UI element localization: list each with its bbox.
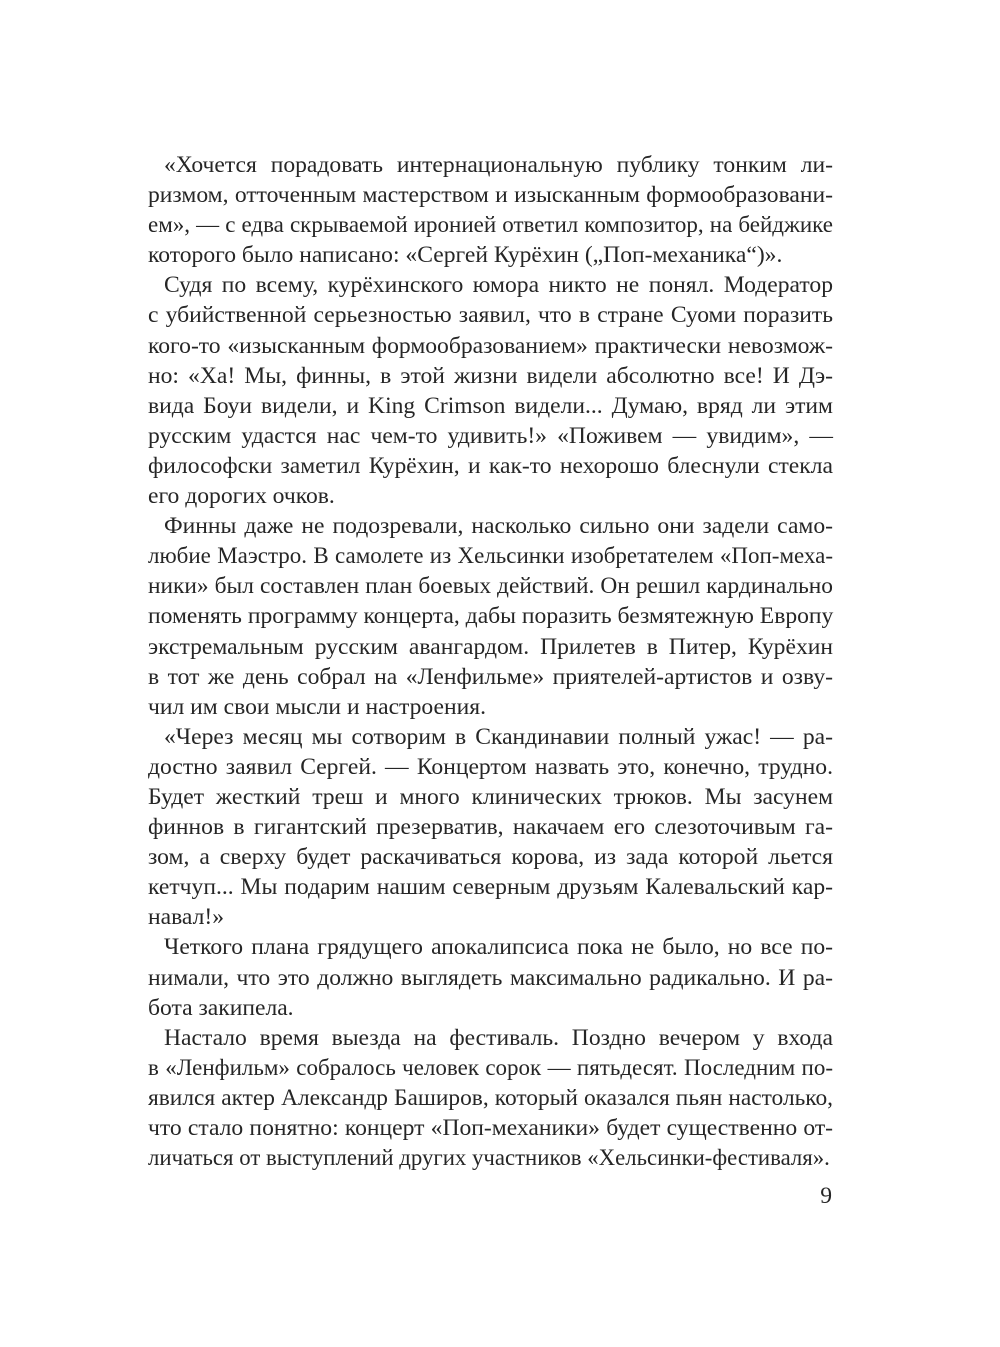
text-line: бота закипела. [148,994,294,1021]
text-line: русским удастся нас чем-то удивить!» «Поживем — увидим», — [148,422,833,449]
text-line: финнов в гигантский презерватив, накачаем его слезоточивым га- [148,814,833,841]
text-line: поменять программу концерта, дабы поразить безмятежную Европу [148,603,834,630]
body-text [132,150,833,1173]
text-line: Судя по всему, курёхинского юмора никто не понял. Модератор [164,272,833,299]
text-line: навал!» [148,904,225,931]
text-line: экстремальным русским авангардом. Прилетев в Питер, Курёхин [148,633,833,660]
text-line: «Хочется порадовать интернациональную публику тонким ли- [164,152,833,178]
text-line: любие Маэстро. В самолете из Хельсинки изобретателем «Поп-меха- [148,543,833,569]
text-line: но: «Ха! Мы, финны, в этой жизни видели абсолютно все! И Дэ- [148,362,833,389]
text-line: философски заметил Курёхин, и как-то нехорошо блеснули стекла [148,452,833,479]
text-line: нимали, что это должно выглядеть максимально радикально. И ра- [148,964,833,991]
text-line: зом, а сверху будет раскачиваться корова, из зада которой льется [148,844,833,871]
text-line: «Через месяц мы сотворим в Скандинавии полный ужас! — ра- [164,723,833,750]
text-line: что стало понятно: концерт «Поп-механики» будет существенно от- [148,1115,833,1141]
text-line: которого было написано: «Сергей Курёхин („Поп-механика“)». [148,242,783,269]
text-line: явился актер Александр Баширов, который оказался пьян настолько, [148,1084,833,1111]
text-line: с убийственной серьезностью заявил, что в стране Суоми поразить [148,302,833,329]
text-line: Настало время выезда на фестиваль. Поздно вечером у входа [164,1024,833,1051]
text-line: кого-то «изысканным формообразованием» практически невозмож- [148,332,833,359]
text-line: в тот же день собрал на «Ленфильме» приятелей-артистов и озву- [148,663,833,690]
text-line: его дорогих очков. [148,483,335,510]
paragraph [132,511,833,722]
text-line: достно заявил Сергей. — Концертом назвать это, конечно, трудно. [148,753,833,780]
paragraph [132,150,833,270]
paragraph [132,932,833,1022]
text-line: Четкого плана грядущего апокалипсиса пока не было, но все по- [164,934,833,961]
text-line: Финны даже не подозревали, насколько сильно они задели само- [164,513,833,540]
text-line: личаться от выступлений других участников «Хельсинки-фестиваля». [148,1145,830,1171]
text-line: вида Боуи видели, и King Crimson видели... Думаю, вряд ли этим [148,392,833,419]
page-number: 9 [820,1183,832,1209]
text-line: ризмом, отточенным мастерством и изысканным формообразовани- [148,182,833,209]
paragraph [132,270,833,511]
text-line: Будет жесткий треш и много клинических трюков. Мы засунем [148,783,833,810]
text-line: ем», — с едва скрываемой иронией ответил композитор, на бейджике [148,212,833,238]
paragraph [132,1023,833,1173]
text-line: кетчуп... Мы подарим нашим северным друзьям Калевальский кар- [148,874,833,901]
text-line: в «Ленфильм» собралось человек сорок — пятьдесят. Последним по- [148,1054,833,1080]
paragraph [132,722,833,933]
text-line: чил им свои мысли и настроения. [148,693,486,720]
text-line: ники» был составлен план боевых действий. Он решил кардинально [148,573,833,600]
